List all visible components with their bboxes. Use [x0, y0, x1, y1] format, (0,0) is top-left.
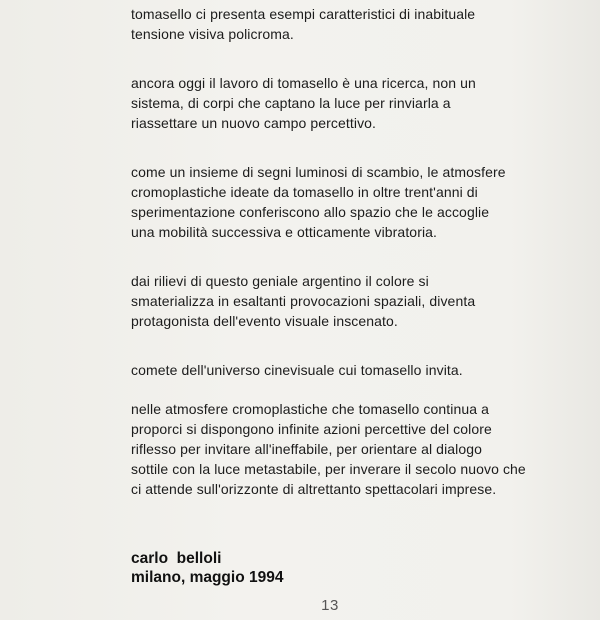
paragraph-1	[131, 4, 571, 44]
text-line: dai rilievi di questo geniale argentino il colore si	[131, 273, 429, 289]
text-line: sistema, di corpi che captano la luce per rinviarla a	[131, 95, 451, 111]
signature-block	[131, 549, 283, 587]
text-line: sperimentazione conferiscono allo spazio che le accoglie	[131, 204, 490, 220]
paragraph-6	[131, 399, 571, 499]
text-line: nelle atmosfere cromoplastiche che tomasello continua a	[131, 401, 490, 417]
author-name: carlo belloli	[131, 550, 222, 567]
text-line: ancora oggi il lavoro di tomasello è una ricerca, non un	[131, 75, 476, 91]
paragraph-3	[131, 162, 571, 242]
text-line: cromoplastiche ideate da tomasello in oltre trent'anni di	[131, 184, 478, 200]
essay-text	[131, 4, 571, 499]
text-line: protagonista dell'evento visuale inscenato.	[131, 313, 398, 329]
text-line: tomasello ci presenta esempi caratteristici di inabituale	[131, 6, 476, 22]
text-line: tensione visiva policroma.	[131, 26, 294, 42]
text-line: riflesso per invitare all'ineffabile, per orientare al dialogo	[131, 441, 483, 457]
text-line: ci attende sull'orizzonte di altrettanto spettacolari imprese.	[131, 481, 497, 497]
text-line: una mobilità successiva e otticamente vibratoria.	[131, 224, 438, 240]
text-line: riassettare un nuovo campo percettivo.	[131, 115, 377, 131]
paragraph-5	[131, 360, 571, 380]
text-line: sottile con la luce metastabile, per inverare il secolo nuovo che	[131, 461, 526, 477]
paragraph-2	[131, 73, 571, 133]
text-line: comete dell'universo cinevisuale cui tomasello invita.	[131, 362, 463, 378]
place-date: milano, maggio 1994	[131, 569, 284, 586]
text-line: smaterializza in esaltanti provocazioni spaziali, diventa	[131, 293, 476, 309]
page-number: 13	[321, 597, 339, 614]
text-line: come un insieme di segni luminosi di scambio, le atmosfere	[131, 164, 506, 180]
paragraph-4	[131, 271, 571, 331]
text-line: proporci si dispongono infinite azioni percettive del colore	[131, 421, 492, 437]
